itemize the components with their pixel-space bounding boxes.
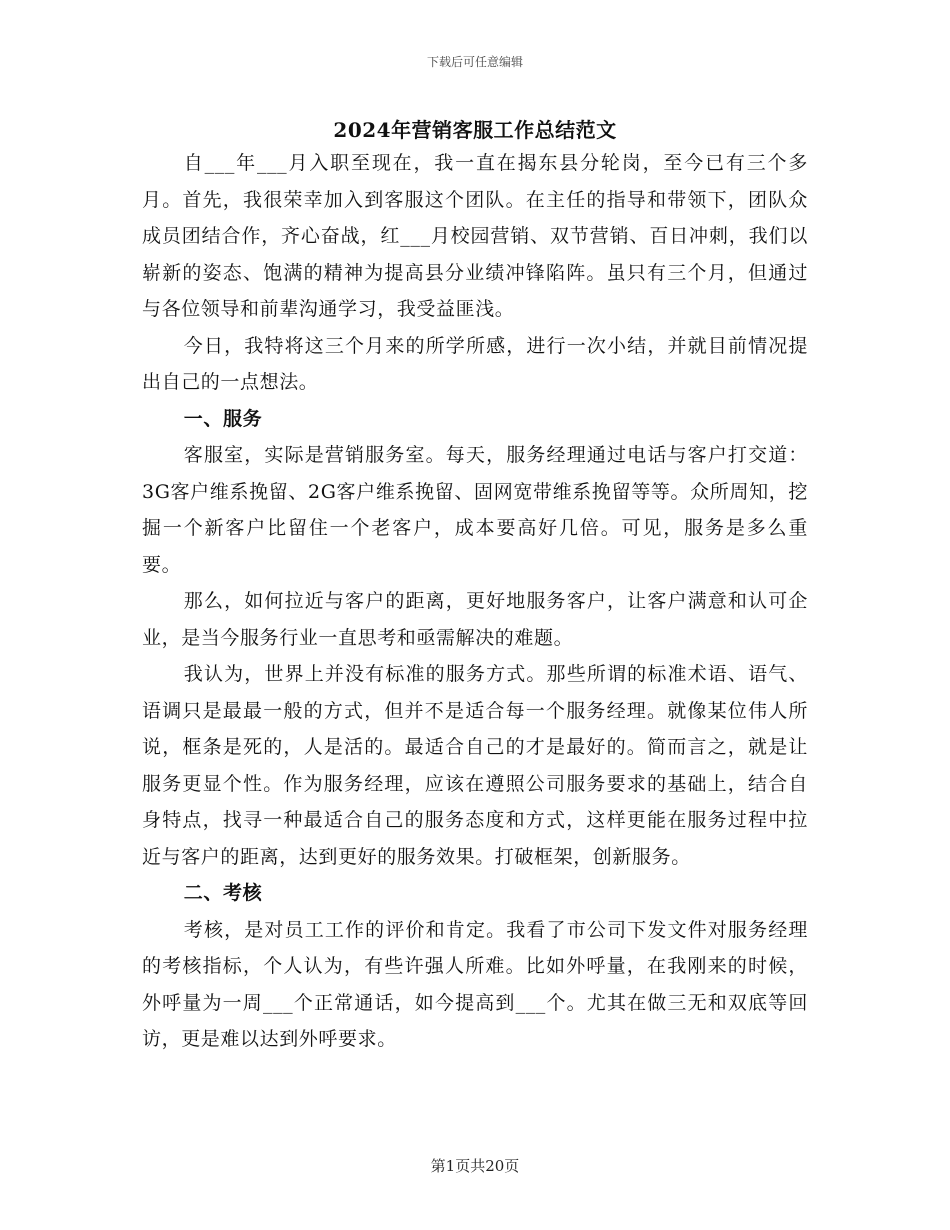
paragraph-intro: 自___年___月入职至现在，我一直在揭东县分轮岗，至今已有三个多月。首先，我很荣幸加入到客服这个团队。在主任的指导和带领下，团队众成员团结合作，齐心奋战，红___月校园营销、双节营销、百日冲刺，我们以崭新的姿态、饱满的精神为提高县分业绩冲锋陷阵。虽只有三个月，但通过与各位领导和前辈沟通学习，我受益匪浅。 [142, 152, 808, 320]
paragraph-service-room: 客服室，实际是营销服务室。每天，服务经理通过电话与客户打交道：3G客户维系挽留、2G客户维系挽留、固网宽带维系挽留等等。众所周知，挖掘一个新客户比留住一个老客户，成本要高好几倍。可见，服务是多么重要。 [142, 444, 808, 576]
document-title: 2024年营销客服工作总结范文 [333, 118, 617, 142]
section-heading-assessment: 二、考核 [183, 882, 263, 904]
section-heading-service: 一、服务 [183, 407, 263, 430]
page-number-footer: 第1页共20页 [430, 1157, 520, 1175]
paragraph-assessment: 考核，是对员工工作的评价和肯定。我看了市公司下发文件对服务经理的考核指标，个人认为，有些许强人所难。比如外呼量，在我刚来的时候，外呼量为一周___个正常通话，如今提高到___个。尤其在做三无和双底等回访，更是难以达到外呼要求。 [142, 918, 808, 1050]
paragraph-summary-intent: 今日，我特将这三个月来的所学所感，进行一次小结，并就目前情况提出自己的一点想法。 [142, 334, 808, 393]
paragraph-service-question: 那么，如何拉近与客户的距离，更好地服务客户，让客户满意和认可企业，是当今服务行业一直思考和亟需解决的难题。 [142, 590, 808, 649]
document-body [142, 145, 808, 1058]
paragraph-service-opinion: 我认为，世界上并没有标准的服务方式。那些所谓的标准术语、语气、语调只是最最一般的方式，但并不是适合每一个服务经理。就像某位伟人所说，框条是死的，人是活的。最适合自己的才是最好的。简而言之，就是让服务更显个性。作为服务经理，应该在遵照公司服务要求的基础上，结合自身特点，找寻一种最适合自己的服务态度和方式，这样更能在服务过程中拉近与客户的距离，达到更好的服务效果。打破框架，创新服务。 [142, 663, 808, 868]
header-note: 下载后可任意编辑 [426, 55, 523, 69]
